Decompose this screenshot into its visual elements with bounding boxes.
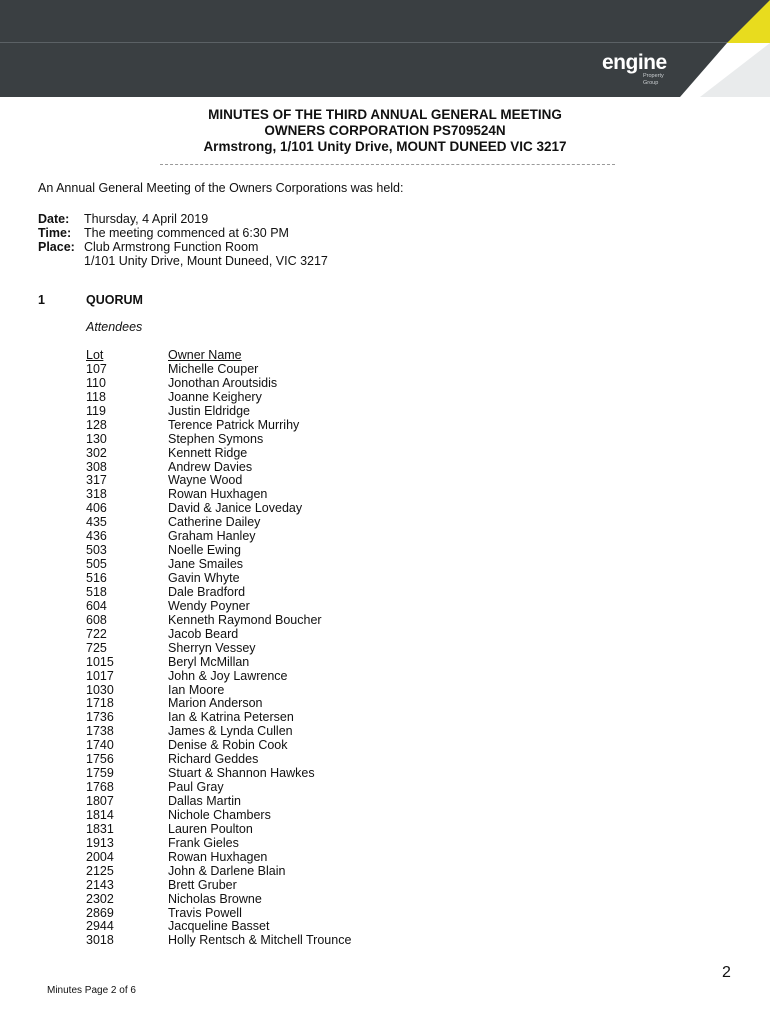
lot-cell: 1718 xyxy=(86,696,114,711)
table-row xyxy=(86,697,351,711)
owner-cell: Denise & Robin Cook xyxy=(168,738,288,753)
lot-cell: 505 xyxy=(86,557,107,572)
owner-cell: Graham Hanley xyxy=(168,529,256,544)
table-row xyxy=(86,433,351,447)
table-row xyxy=(86,823,351,837)
lot-cell: 2944 xyxy=(86,919,114,934)
table-row xyxy=(86,461,351,475)
table-row xyxy=(86,753,351,767)
lot-cell: 435 xyxy=(86,515,107,530)
owner-cell: Kennett Ridge xyxy=(168,445,248,460)
table-row xyxy=(86,920,351,934)
owner-cell: John & Joy Lawrence xyxy=(168,668,288,683)
owner-cell: Dallas Martin xyxy=(168,794,241,808)
owner-cell: Dale Bradford xyxy=(168,584,246,599)
brand-sub xyxy=(643,73,683,87)
lot-cell: 516 xyxy=(86,571,107,585)
lot-cell: 128 xyxy=(86,417,107,432)
section-number: 1 xyxy=(38,293,45,307)
lot-cell: 317 xyxy=(86,473,107,488)
table-row xyxy=(86,502,351,516)
lot-cell: 107 xyxy=(86,361,107,376)
lot-cell: 436 xyxy=(86,529,107,544)
table-row xyxy=(86,558,351,572)
owner-cell: Rowan Huxhagen xyxy=(168,849,268,864)
table-row xyxy=(86,725,351,739)
date-row xyxy=(38,212,328,226)
owner-cell: David & Janice Loveday xyxy=(168,501,303,516)
table-header xyxy=(86,349,351,363)
place-row xyxy=(38,240,328,254)
header-band xyxy=(0,0,770,97)
owner-cell: Wendy Poyner xyxy=(168,598,250,613)
lot-cell: 518 xyxy=(86,584,107,599)
table-row xyxy=(86,628,351,642)
owner-cell: Jonothan Aroutsidis xyxy=(168,375,278,390)
owner-cell: John & Darlene Blain xyxy=(168,863,286,878)
owner-cell: Ian & Katrina Petersen xyxy=(168,710,294,725)
table-row xyxy=(86,516,351,530)
owner-cell: Jacqueline Basset xyxy=(168,919,270,934)
lot-cell: 725 xyxy=(86,640,107,655)
title-line-1: MINUTES OF THE THIRD ANNUAL GENERAL MEETING xyxy=(208,107,562,122)
table-row xyxy=(86,795,351,809)
attendee-table xyxy=(86,349,351,948)
time-label: Time: xyxy=(38,226,72,240)
owner-cell: Beryl McMillan xyxy=(168,654,250,669)
section-title: QUORUM xyxy=(86,293,143,307)
lot-cell: 1759 xyxy=(86,766,114,781)
table-row xyxy=(86,419,351,433)
lot-cell: 110 xyxy=(86,375,106,390)
table-row xyxy=(86,879,351,893)
owner-cell: Gavin Whyte xyxy=(168,571,240,585)
lot-cell: 308 xyxy=(86,459,107,474)
owner-cell: Catherine Dailey xyxy=(168,515,261,530)
table-row xyxy=(86,684,351,698)
lot-cell: 503 xyxy=(86,543,107,558)
lot-cell: 1756 xyxy=(86,752,114,767)
owner-cell: Sherryn Vessey xyxy=(168,640,256,655)
table-row xyxy=(86,614,351,628)
owner-cell: Kenneth Raymond Boucher xyxy=(168,612,322,627)
table-row xyxy=(86,572,351,586)
owner-cell: Michelle Couper xyxy=(168,361,259,376)
owner-cell: Terence Patrick Murrihy xyxy=(168,417,300,432)
table-row xyxy=(86,809,351,823)
lot-cell: 2302 xyxy=(86,891,114,906)
table-row xyxy=(86,391,351,405)
table-row xyxy=(86,865,351,879)
column-header-lot: Lot xyxy=(86,348,104,362)
yellow-corner-triangle xyxy=(727,0,770,43)
table-row xyxy=(86,670,351,684)
lot-cell: 119 xyxy=(86,403,106,418)
table-row xyxy=(86,907,351,921)
owner-cell: Noelle Ewing xyxy=(168,543,241,558)
place-row-2 xyxy=(38,254,328,268)
table-row xyxy=(86,934,351,948)
lot-cell: 604 xyxy=(86,598,107,613)
date-label: Date: xyxy=(38,212,70,226)
owner-cell: Joanne Keighery xyxy=(168,389,262,404)
owner-cell: Holly Rentsch & Mitchell Trounce xyxy=(168,933,352,948)
lot-cell: 318 xyxy=(86,487,107,502)
lot-cell: 722 xyxy=(86,626,107,641)
owner-cell: Brett Gruber xyxy=(168,877,237,892)
owner-cell: Stuart & Shannon Hawkes xyxy=(168,766,315,781)
lot-cell: 2869 xyxy=(86,905,114,920)
place-value: Club Armstrong Function Room xyxy=(84,240,259,254)
title-line-3: Armstrong, 1/101 Unity Drive, MOUNT DUNEED VIC 3217 xyxy=(203,139,567,154)
table-row xyxy=(86,781,351,795)
table-row xyxy=(86,739,351,753)
table-row xyxy=(86,363,351,377)
title-divider xyxy=(160,164,615,165)
page-footer: Minutes Page 2 of 6 xyxy=(47,985,136,996)
table-row xyxy=(86,711,351,725)
time-value: The meeting commenced at 6:30 PM xyxy=(84,226,289,240)
owner-cell: Travis Powell xyxy=(168,905,242,920)
owner-cell: Andrew Davies xyxy=(168,459,253,474)
title-line-2: OWNERS CORPORATION PS709524N xyxy=(264,123,506,138)
attendees-label: Attendees xyxy=(86,320,143,334)
document-title xyxy=(0,107,770,155)
owner-cell: Rowan Huxhagen xyxy=(168,487,268,502)
owner-cell: Richard Geddes xyxy=(168,752,259,767)
table-row xyxy=(86,767,351,781)
attendee-rows xyxy=(86,363,351,948)
table-row xyxy=(86,377,351,391)
owner-cell: Lauren Poulton xyxy=(168,821,253,836)
owner-cell: Nichole Chambers xyxy=(168,807,271,822)
lot-cell: 1030 xyxy=(86,682,114,697)
lot-cell: 130 xyxy=(86,431,107,446)
table-row xyxy=(86,851,351,865)
owner-cell: Nicholas Browne xyxy=(168,891,262,906)
lot-cell: 1740 xyxy=(86,738,114,753)
place-label: Place: xyxy=(38,240,75,254)
table-row xyxy=(86,488,351,502)
owner-cell: James & Lynda Cullen xyxy=(168,724,293,739)
table-row xyxy=(86,474,351,488)
table-row xyxy=(86,447,351,461)
owner-cell: Jacob Beard xyxy=(168,626,239,641)
brand-sub-line2: Group xyxy=(643,80,659,86)
meeting-details xyxy=(38,212,328,268)
lot-cell: 2004 xyxy=(86,849,114,864)
owner-cell: Ian Moore xyxy=(168,682,225,697)
intro-text: An Annual General Meeting of the Owners Corporations was held: xyxy=(38,181,404,195)
owner-cell: Frank Gieles xyxy=(168,835,239,850)
lot-cell: 1017 xyxy=(86,668,114,683)
owner-cell: Paul Gray xyxy=(168,780,224,795)
owner-cell: Justin Eldridge xyxy=(168,403,250,418)
brand-sub-line1: Property xyxy=(643,73,664,79)
lot-cell: 1015 xyxy=(86,654,114,669)
owner-cell: Jane Smailes xyxy=(168,557,244,572)
table-row xyxy=(86,600,351,614)
time-row xyxy=(38,226,328,240)
owner-cell: Marion Anderson xyxy=(168,696,263,711)
page-number: 2 xyxy=(722,964,731,981)
lot-cell: 406 xyxy=(86,501,107,516)
table-row xyxy=(86,530,351,544)
owner-cell: Stephen Symons xyxy=(168,431,264,446)
lot-cell: 1738 xyxy=(86,724,114,739)
table-row xyxy=(86,642,351,656)
date-value: Thursday, 4 April 2019 xyxy=(84,212,209,226)
lot-cell: 1913 xyxy=(86,835,114,850)
table-row xyxy=(86,656,351,670)
table-row xyxy=(86,893,351,907)
owner-cell: Wayne Wood xyxy=(168,473,243,488)
table-row xyxy=(86,544,351,558)
table-row xyxy=(86,837,351,851)
lot-cell: 118 xyxy=(86,389,106,404)
lot-cell: 1768 xyxy=(86,780,114,795)
table-row xyxy=(86,586,351,600)
lot-cell: 1814 xyxy=(86,807,114,822)
table-row xyxy=(86,405,351,419)
place-label-spacer xyxy=(38,254,84,268)
place-value-2: 1/101 Unity Drive, Mount Duneed, VIC 3217 xyxy=(84,254,328,268)
lot-cell: 608 xyxy=(86,612,107,627)
column-header-owner: Owner Name xyxy=(168,348,242,362)
brand-logo: engine xyxy=(602,51,667,74)
lot-cell: 1831 xyxy=(86,821,114,836)
lot-cell: 1736 xyxy=(86,710,114,725)
lot-cell: 2143 xyxy=(86,877,114,892)
lot-cell: 1807 xyxy=(86,794,114,808)
lot-cell: 302 xyxy=(86,445,107,460)
lot-cell: 3018 xyxy=(86,933,114,948)
lot-cell: 2125 xyxy=(86,863,114,878)
